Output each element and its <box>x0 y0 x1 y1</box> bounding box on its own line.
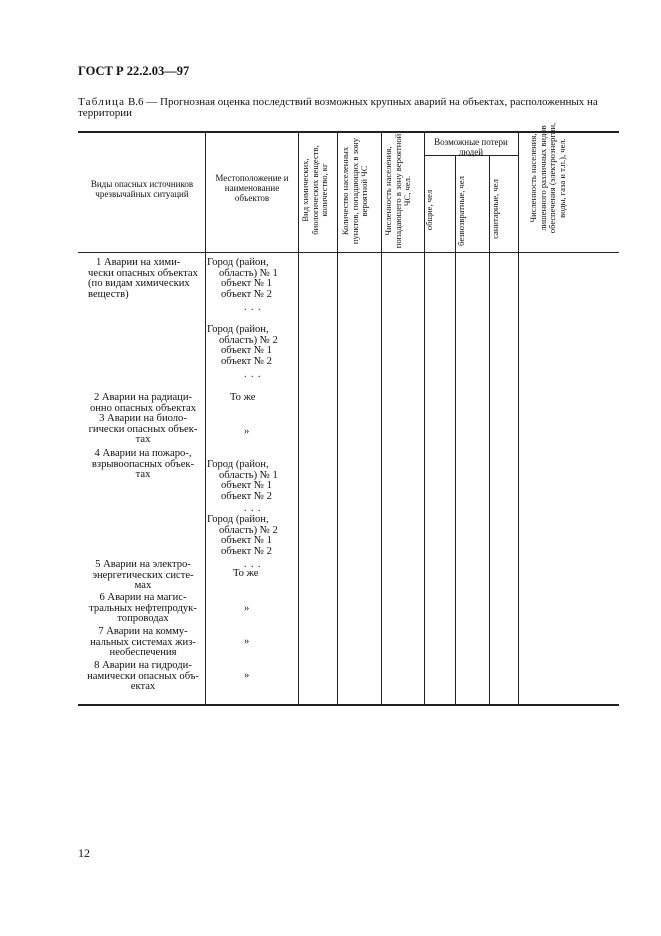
location-line: объект № 1 <box>221 278 272 290</box>
ellipsis: . . . <box>244 503 262 514</box>
forecast-table <box>78 122 619 706</box>
row-biological <box>82 414 204 446</box>
row-line: чески опасных объектах <box>88 267 198 279</box>
row-line: 7 Аварии на комму- <box>98 626 188 637</box>
location-line: Город (район, <box>207 324 269 335</box>
location-ditto: » <box>244 670 250 681</box>
location-line: область) № 2 <box>219 334 278 346</box>
row-line: веществ) <box>88 288 129 300</box>
row-line: 2 Аварии на радиаци- <box>93 392 193 403</box>
row-line: мах <box>134 580 152 592</box>
row-chemical <box>88 258 198 300</box>
location-city-2 <box>207 515 278 557</box>
col-header-losses-group: Возможные потери людей <box>434 137 508 157</box>
document-header: ГОСТ Р 22.2.03—97 <box>78 64 190 78</box>
header-separator <box>78 252 619 253</box>
row-line: топроводах <box>117 613 169 625</box>
page-number: 12 <box>78 846 90 860</box>
row-line: энергетических систе- <box>92 569 194 581</box>
location-city-2 <box>207 325 278 367</box>
row-line: тах <box>135 434 151 446</box>
table-bottom-border <box>78 704 619 706</box>
row-line: гически опасных объек- <box>88 423 198 435</box>
row-line: нальных системах жиз- <box>90 636 196 648</box>
location-line: Город (район, <box>207 459 269 470</box>
row-line: (по видам химических <box>88 278 190 290</box>
location-same: То же <box>230 392 256 403</box>
location-line: Город (район, <box>207 257 269 268</box>
col-divider <box>518 131 519 706</box>
row-radiation <box>82 393 204 414</box>
row-line: ектах <box>130 681 156 693</box>
ellipsis: . . . <box>244 369 262 380</box>
row-fire-explosive <box>82 449 204 481</box>
row-line: необеспечения <box>109 647 177 659</box>
col-header-losses-sanitary: санитарные, чел <box>490 179 500 239</box>
row-line: 5 Аварии на электро- <box>95 559 191 570</box>
row-line: тах <box>135 469 151 481</box>
ellipsis: . . . <box>244 559 262 570</box>
col-header-location: Местоположение и наименование объектов <box>215 173 289 203</box>
location-ditto: » <box>244 636 250 647</box>
location-line: объект № 1 <box>221 535 272 547</box>
row-power-systems <box>82 560 204 592</box>
caption-text: В.6 — Прогнозная оценка последствий возможных крупных аварий на объектах, расположенных на территории <box>78 96 598 119</box>
location-line: Город (район, <box>207 514 269 525</box>
location-city-1 <box>207 460 278 502</box>
location-line: объект № 1 <box>221 480 272 492</box>
table-caption <box>78 97 618 119</box>
row-pipelines <box>82 593 204 625</box>
location-line: область) № 2 <box>219 524 278 536</box>
row-line: тральных нефтепродук- <box>89 602 197 614</box>
col-divider <box>381 131 382 706</box>
col-header-deprived: Численность населения, лишенного различных видов обеспечения (электроэнергии, воды, газа и т.п.), чел. <box>528 122 567 234</box>
location-line: область) № 1 <box>219 267 278 279</box>
col-divider <box>205 131 206 706</box>
caption-label: Таблица <box>78 96 126 108</box>
location-same: То же <box>233 568 259 579</box>
col-header-source: Виды опасных источников чрезвычайных ситуаций <box>90 179 194 199</box>
col-header-settlements: Количество населенных пунктов, попадающих в зону вероятной ЧС <box>340 137 369 245</box>
row-line: 4 Аварии на пожаро-, <box>94 448 192 459</box>
row-hydrodynamic <box>82 661 204 693</box>
location-line: объект № 2 <box>221 355 272 367</box>
col-header-population: Численность населения, попадающего в зону вероятной ЧС, чел. <box>383 133 412 249</box>
location-ditto: » <box>244 426 250 437</box>
col-header-losses-total: общие, чел <box>424 189 434 231</box>
row-line: взрывоопасных объек- <box>91 458 195 470</box>
ellipsis: . . . <box>244 302 262 313</box>
row-line: онно опасных объектах <box>89 402 197 414</box>
col-header-losses-irrecoverable: безвозвратные, чел <box>456 176 466 246</box>
row-line: 3 Аварии на биоло- <box>99 413 187 424</box>
row-utilities <box>82 627 204 659</box>
row-line: 6 Аварии на магис- <box>99 592 187 603</box>
col-divider <box>298 131 299 706</box>
location-line: объект № 2 <box>221 490 272 502</box>
row-line: 8 Аварии на гидроди- <box>94 660 192 671</box>
location-line: объект № 2 <box>221 288 272 300</box>
location-line: область) № 1 <box>219 469 278 481</box>
row-line: 1 Аварии на хими- <box>96 257 181 268</box>
location-line: объект № 1 <box>221 345 272 357</box>
location-ditto: » <box>244 603 250 614</box>
location-line: объект № 2 <box>221 545 272 557</box>
row-line: намически опасных объ- <box>87 670 199 682</box>
location-city-1 <box>207 258 278 300</box>
col-header-substance: Вид химических, биологических веществ, количество, кг <box>300 145 329 235</box>
